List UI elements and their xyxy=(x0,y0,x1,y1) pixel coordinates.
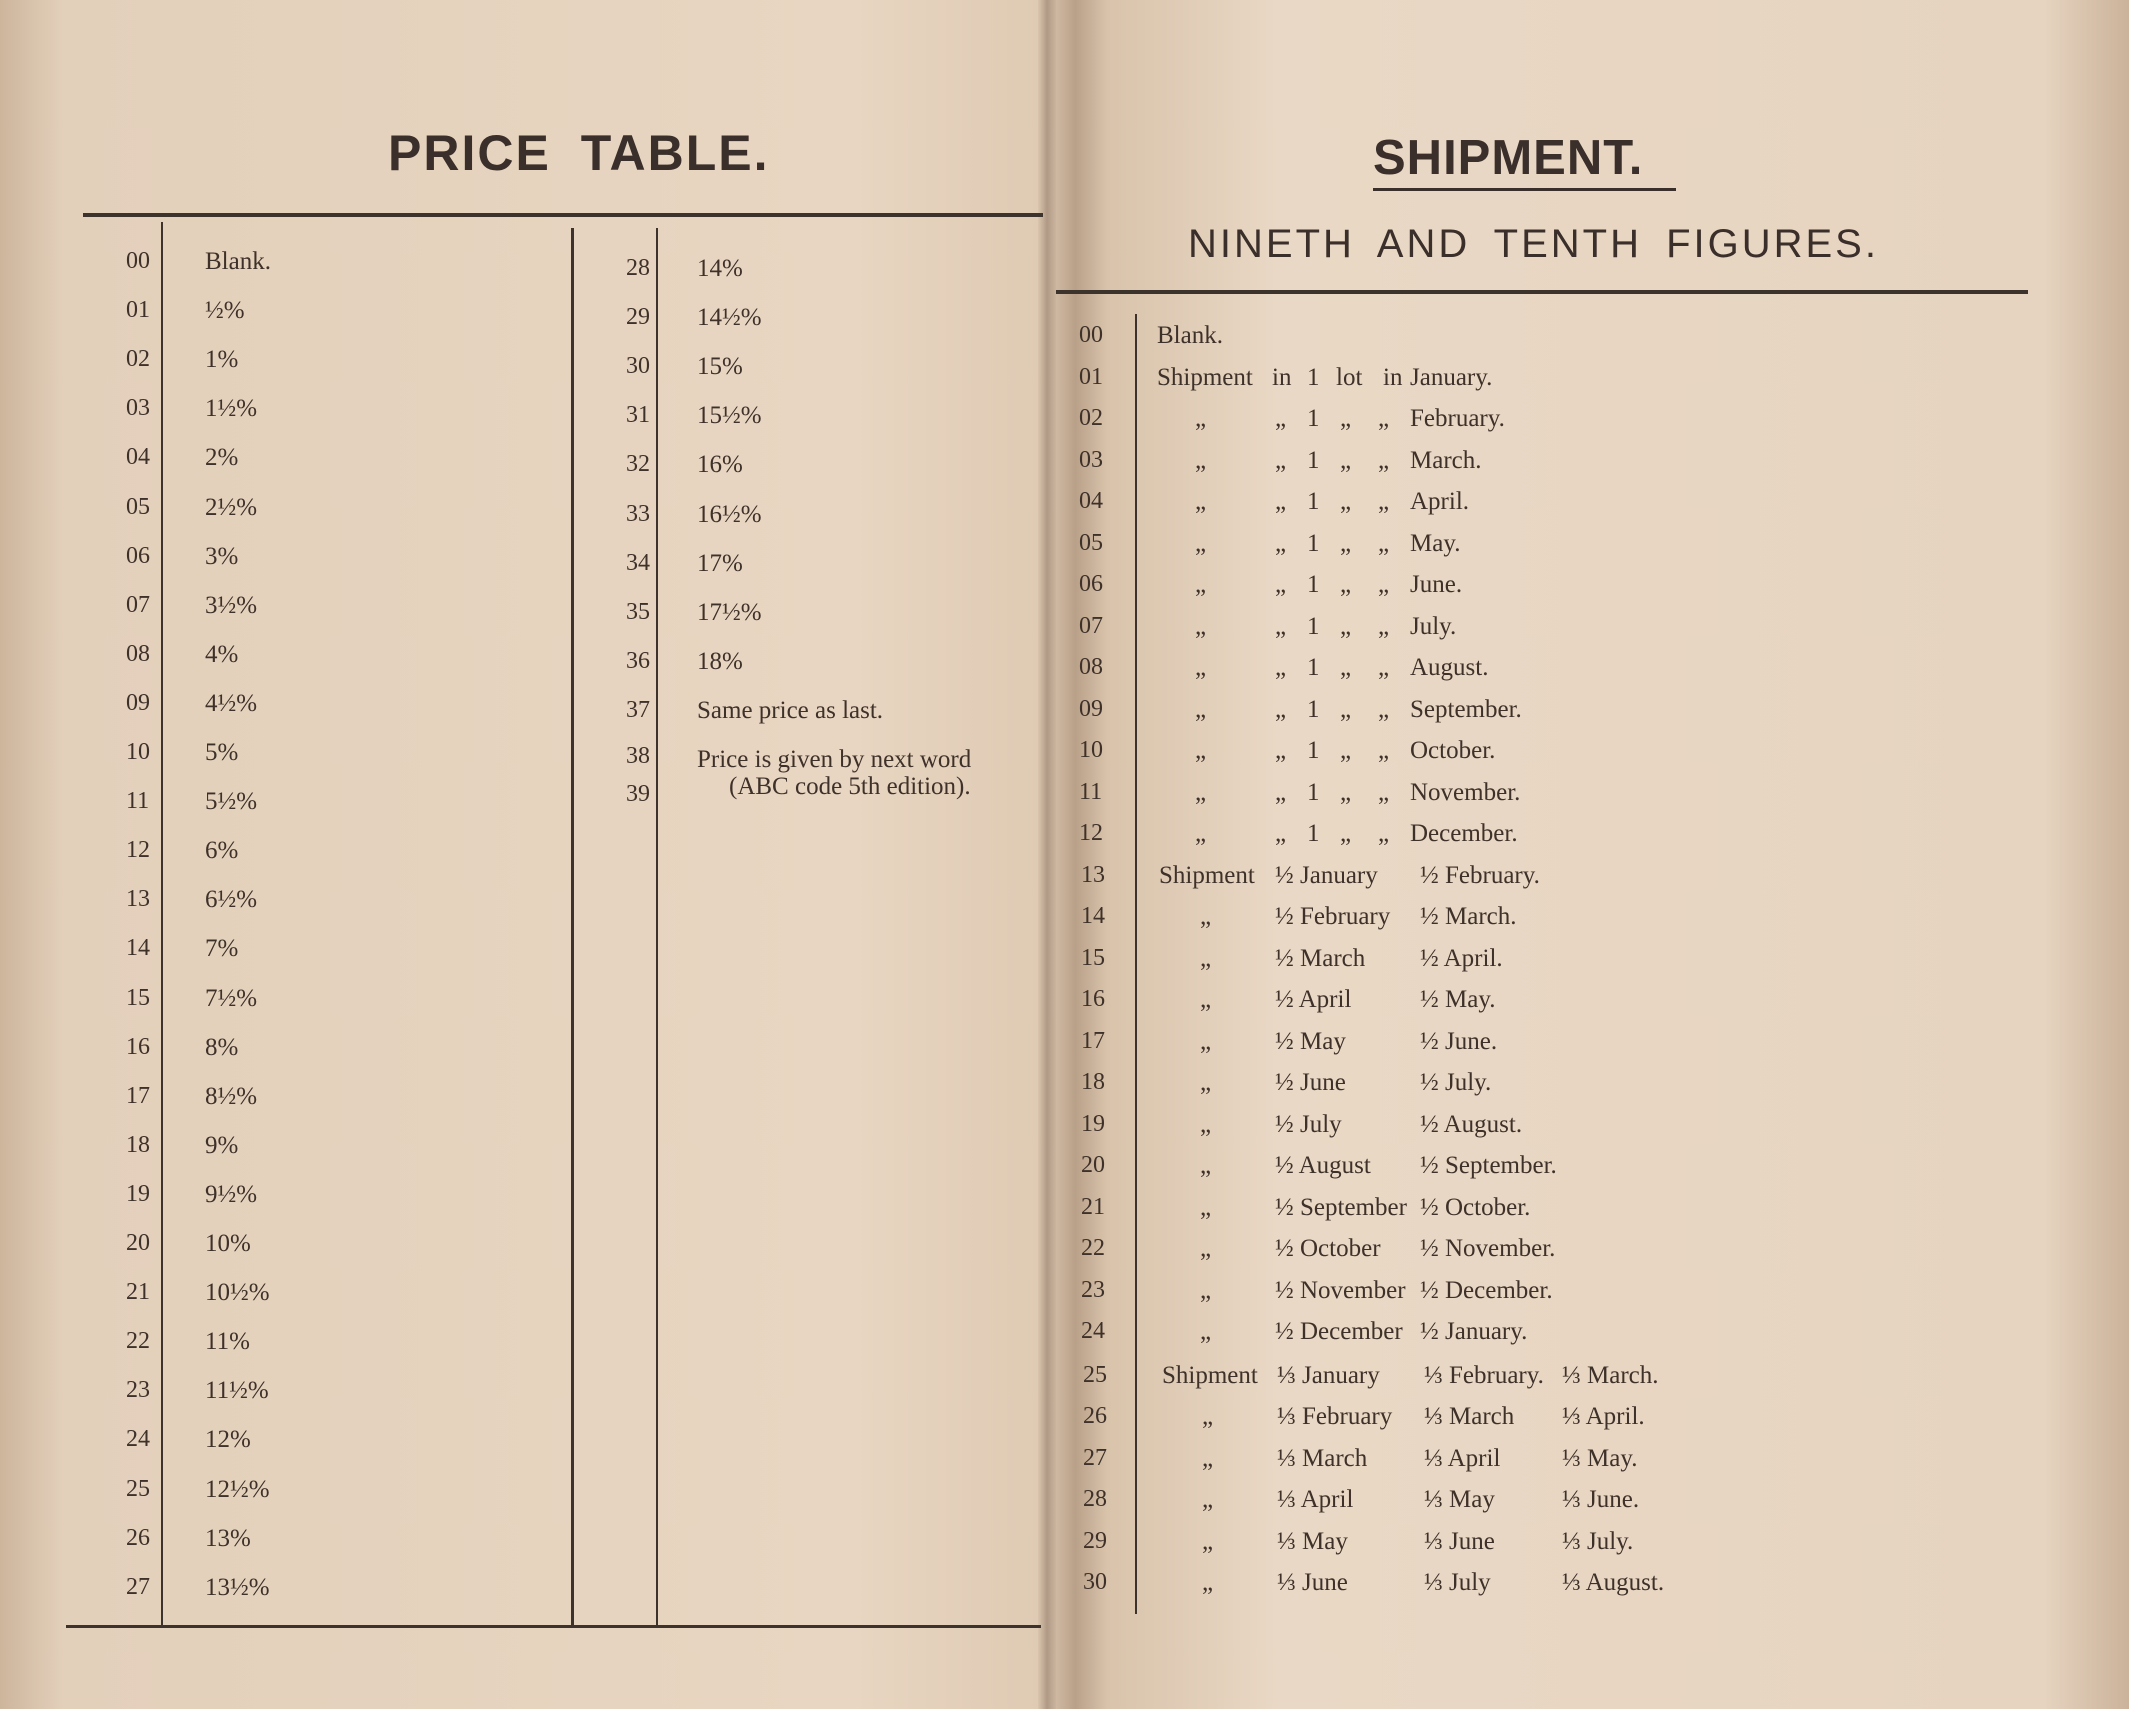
price-value: 7½% xyxy=(205,984,258,1012)
shipment-text: „ xyxy=(1195,529,1207,557)
shipment-text: 1 xyxy=(1307,446,1320,474)
shipment-text: „ xyxy=(1275,654,1287,681)
shipment-text: ½ January xyxy=(1275,861,1378,889)
price-code: 25 xyxy=(126,1475,150,1502)
shipment-code: 16 xyxy=(1081,986,1105,1012)
price-value: 15% xyxy=(697,353,743,381)
price-code: 23 xyxy=(126,1377,150,1404)
price-code: 36 xyxy=(626,647,650,674)
shipment-text: September. xyxy=(1410,695,1522,723)
shipment-code: 03 xyxy=(1079,446,1103,473)
shipment-code: 01 xyxy=(1079,363,1103,390)
price-value: 6% xyxy=(205,837,239,865)
price-value: 3½% xyxy=(205,591,258,619)
price-table-title: PRICE TABLE. xyxy=(388,125,770,181)
price-value: Blank. xyxy=(205,248,271,275)
price-value: 11½% xyxy=(205,1377,269,1405)
price-code: 11 xyxy=(126,788,150,815)
shipment-text: „ xyxy=(1275,446,1287,474)
price-value: ½% xyxy=(205,297,245,325)
shipment-text: „ xyxy=(1340,778,1352,806)
shipment-text: „ xyxy=(1195,571,1207,598)
shipment-code: 24 xyxy=(1081,1318,1105,1344)
shipment-text: „ xyxy=(1340,654,1352,681)
shipment-text: ½ August. xyxy=(1420,1110,1523,1138)
shipment-text: „ xyxy=(1200,1235,1212,1262)
shipment-text: ½ December. xyxy=(1420,1276,1553,1304)
shipment-text: „ xyxy=(1195,405,1207,432)
shipment-text: 1 xyxy=(1307,778,1320,806)
shipment-title-underline xyxy=(1373,188,1676,191)
shipment-text: ½ May xyxy=(1275,1027,1346,1055)
price-value: 4½% xyxy=(205,689,258,717)
shipment-text: „ xyxy=(1378,529,1390,557)
shipment-text: January. xyxy=(1410,363,1493,391)
shipment-text: ½ May. xyxy=(1420,986,1496,1013)
shipment-text: „ xyxy=(1195,778,1207,806)
price-value: 10% xyxy=(205,1230,251,1257)
shipment-text: ⅓ August. xyxy=(1562,1569,1665,1596)
shipment-text: ½ February. xyxy=(1420,861,1540,889)
shipment-code: 15 xyxy=(1081,944,1105,971)
price-code: 04 xyxy=(126,444,150,471)
price-code: 37 xyxy=(626,696,650,723)
shipment-text: 1 xyxy=(1307,654,1320,681)
shipment-text: „ xyxy=(1195,737,1207,764)
shipment-text: ⅓ January xyxy=(1277,1361,1380,1389)
shipment-code: 19 xyxy=(1081,1110,1105,1137)
shipment-text: 1 xyxy=(1307,612,1320,640)
shipment-text: ½ June xyxy=(1275,1069,1346,1096)
price-code: 18 xyxy=(126,1131,150,1158)
price-value: 2½% xyxy=(205,493,258,521)
shipment-text: ½ September. xyxy=(1420,1152,1557,1179)
shipment-code: 00 xyxy=(1079,322,1103,348)
shipment-text: „ xyxy=(1340,405,1352,432)
shipment-text: March. xyxy=(1410,446,1482,474)
shipment-text: „ xyxy=(1340,529,1352,557)
price-value: 9% xyxy=(205,1131,239,1159)
price-value: 8% xyxy=(205,1033,239,1061)
shipment-text: „ xyxy=(1378,778,1390,806)
shipment-text: „ xyxy=(1195,695,1207,723)
shipment-code: 26 xyxy=(1083,1403,1107,1429)
shipment-text: ½ July xyxy=(1275,1110,1342,1138)
shipment-text: ½ March xyxy=(1275,944,1366,972)
shipment-text: ⅓ February. xyxy=(1424,1361,1544,1389)
shipment-title: SHIPMENT. xyxy=(1373,131,1644,185)
shipment-text: „ xyxy=(1275,488,1287,515)
left-page xyxy=(0,0,1045,1709)
left-bottom-rule xyxy=(66,1625,1041,1628)
shipment-text: ⅓ February xyxy=(1277,1403,1393,1430)
shipment-text: ⅓ March xyxy=(1277,1444,1368,1472)
shipment-code: 25 xyxy=(1083,1361,1107,1388)
shipment-text: „ xyxy=(1202,1403,1214,1430)
shipment-text: „ xyxy=(1200,1318,1212,1345)
shipment-text: December. xyxy=(1410,820,1518,847)
shipment-text: ½ December xyxy=(1275,1318,1403,1345)
shipment-text: „ xyxy=(1275,405,1287,432)
shipment-text: ⅓ May xyxy=(1277,1527,1348,1555)
price-value: 2% xyxy=(205,444,239,472)
price-code: 02 xyxy=(126,346,150,373)
shipment-code: 05 xyxy=(1079,529,1103,556)
price-code: 33 xyxy=(626,500,650,527)
price-code: 24 xyxy=(126,1426,150,1453)
price-value: 1% xyxy=(205,346,239,374)
price-code: 29 xyxy=(626,304,650,331)
price-code: 05 xyxy=(126,493,150,520)
price-value: 12% xyxy=(205,1426,251,1454)
shipment-text: ½ March. xyxy=(1420,903,1517,930)
shipment-text: „ xyxy=(1378,654,1390,681)
price-code: 03 xyxy=(126,395,150,422)
price-code: 19 xyxy=(126,1180,150,1207)
left-col1-divider xyxy=(161,222,163,1627)
shipment-text: „ xyxy=(1275,820,1287,847)
price-code: 12 xyxy=(126,837,150,864)
shipment-code: 14 xyxy=(1081,903,1105,929)
shipment-text: Blank. xyxy=(1157,322,1223,349)
shipment-text: ⅓ July. xyxy=(1562,1527,1634,1555)
shipment-text: „ xyxy=(1275,778,1287,806)
left-top-rule xyxy=(83,213,1043,217)
shipment-text: „ xyxy=(1378,737,1390,764)
shipment-code: 29 xyxy=(1083,1527,1107,1554)
price-value: 13% xyxy=(205,1524,251,1552)
shipment-text: ½ November. xyxy=(1420,1235,1556,1262)
shipment-text: in xyxy=(1272,363,1292,391)
shipment-code: 27 xyxy=(1083,1444,1107,1471)
shipment-code: 18 xyxy=(1081,1069,1105,1095)
price-code: 00 xyxy=(126,248,150,274)
shipment-code: 02 xyxy=(1079,405,1103,431)
shipment-code: 09 xyxy=(1079,695,1103,722)
shipment-text: ⅓ April xyxy=(1424,1444,1501,1472)
shipment-text: „ xyxy=(1195,654,1207,681)
shipment-text: 1 xyxy=(1307,529,1320,557)
price-value: 18% xyxy=(697,647,743,675)
price-code: 15 xyxy=(126,984,150,1011)
price-code: 35 xyxy=(626,598,650,625)
price-code: 22 xyxy=(126,1328,150,1355)
shipment-code: 30 xyxy=(1083,1569,1107,1595)
shipment-text: „ xyxy=(1202,1569,1214,1596)
shipment-text: ⅓ April xyxy=(1277,1486,1354,1513)
shipment-text: 1 xyxy=(1307,363,1320,391)
shipment-text: 1 xyxy=(1307,571,1320,598)
shipment-text: October. xyxy=(1410,737,1496,764)
shipment-text: ½ October. xyxy=(1420,1193,1531,1221)
left-col2-divider xyxy=(656,228,658,1628)
shipment-code: 23 xyxy=(1081,1276,1105,1303)
price-value: 14½% xyxy=(697,304,762,332)
price-value: 6½% xyxy=(205,886,258,914)
shipment-text: ½ January. xyxy=(1420,1318,1528,1345)
price-code: 34 xyxy=(626,549,650,576)
shipment-text: ½ August xyxy=(1275,1152,1371,1179)
shipment-text: ½ November xyxy=(1275,1276,1406,1304)
shipment-text: „ xyxy=(1275,737,1287,764)
price-code: 17 xyxy=(126,1082,150,1109)
shipment-text: April. xyxy=(1410,488,1470,515)
shipment-text: ⅓ June. xyxy=(1562,1486,1640,1513)
price-code: 20 xyxy=(126,1230,150,1256)
price-code: 21 xyxy=(126,1279,150,1306)
shipment-text: „ xyxy=(1340,737,1352,764)
left-center-divider xyxy=(571,228,574,1628)
price-code: 08 xyxy=(126,640,150,667)
shipment-text: „ xyxy=(1195,820,1207,847)
price-value: (ABC code 5th edition). xyxy=(729,773,971,801)
price-code: 31 xyxy=(626,402,650,429)
price-code: 26 xyxy=(126,1524,150,1551)
price-value: 17% xyxy=(697,549,743,577)
shipment-text: ⅓ March. xyxy=(1562,1361,1659,1389)
shipment-text: „ xyxy=(1340,695,1352,723)
shipment-text: „ xyxy=(1200,1152,1212,1179)
price-value: 5½% xyxy=(205,788,258,816)
shipment-text: „ xyxy=(1340,612,1352,640)
price-code: 39 xyxy=(626,781,650,808)
shipment-code: 21 xyxy=(1081,1193,1105,1220)
price-code: 14 xyxy=(126,935,150,962)
price-value: 13½% xyxy=(205,1573,270,1601)
shipment-text: „ xyxy=(1340,820,1352,847)
price-code: 06 xyxy=(126,542,150,569)
price-value: Price is given by next word xyxy=(697,746,972,773)
price-value: 1½% xyxy=(205,395,258,423)
shipment-text: in xyxy=(1383,363,1403,391)
shipment-text: lot xyxy=(1336,363,1363,391)
price-value: Same price as last. xyxy=(697,696,884,724)
price-value: 4% xyxy=(205,640,239,668)
shipment-text: „ xyxy=(1275,612,1287,640)
price-code: 28 xyxy=(626,255,650,281)
shipment-code: 06 xyxy=(1079,571,1103,597)
price-code: 38 xyxy=(626,743,650,769)
price-value: 16% xyxy=(697,451,743,479)
shipment-subtitle: NINETH AND TENTH FIGURES. xyxy=(1188,222,1879,266)
price-value: 15½% xyxy=(697,402,762,430)
shipment-text: „ xyxy=(1378,820,1390,847)
price-value: 16½% xyxy=(697,500,762,528)
shipment-text: „ xyxy=(1200,1027,1212,1055)
shipment-text: „ xyxy=(1200,903,1212,930)
shipment-text: „ xyxy=(1378,695,1390,723)
shipment-text: „ xyxy=(1200,986,1212,1013)
shipment-text: „ xyxy=(1378,612,1390,640)
price-code: 30 xyxy=(626,353,650,380)
shipment-text: „ xyxy=(1378,405,1390,432)
shipment-text: ½ April. xyxy=(1420,944,1503,972)
shipment-text: „ xyxy=(1195,446,1207,474)
shipment-text: November. xyxy=(1410,778,1521,806)
shipment-code: 10 xyxy=(1079,737,1103,763)
shipment-text: Shipment xyxy=(1159,861,1255,889)
shipment-code: 07 xyxy=(1079,612,1103,639)
price-value: 17½% xyxy=(697,598,762,626)
shipment-text: „ xyxy=(1200,1110,1212,1138)
price-code: 32 xyxy=(626,451,650,478)
price-value: 12½% xyxy=(205,1475,270,1503)
shipment-text: ⅓ July xyxy=(1424,1569,1491,1596)
shipment-text: ½ June. xyxy=(1420,1027,1498,1055)
shipment-text: 1 xyxy=(1307,405,1320,432)
price-value: 11% xyxy=(205,1328,250,1356)
shipment-text: August. xyxy=(1410,654,1489,681)
shipment-text: „ xyxy=(1202,1444,1214,1472)
right-col-divider xyxy=(1135,314,1137,1614)
shipment-text: „ xyxy=(1200,1069,1212,1096)
shipment-code: 08 xyxy=(1079,654,1103,680)
price-value: 14% xyxy=(697,255,743,282)
shipment-text: July. xyxy=(1410,612,1457,640)
right-top-rule xyxy=(1056,290,2028,294)
shipment-text: „ xyxy=(1340,446,1352,474)
shipment-code: 12 xyxy=(1079,820,1103,846)
price-value: 5% xyxy=(205,739,239,766)
shipment-text: „ xyxy=(1200,1193,1212,1221)
shipment-text: „ xyxy=(1275,529,1287,557)
shipment-code: 13 xyxy=(1081,861,1105,888)
shipment-text: „ xyxy=(1378,446,1390,474)
shipment-text: „ xyxy=(1378,488,1390,515)
shipment-code: 22 xyxy=(1081,1235,1105,1261)
shipment-text: February. xyxy=(1410,405,1505,432)
shipment-text: Shipment xyxy=(1157,363,1253,391)
price-value: 7% xyxy=(205,935,239,963)
shipment-code: 04 xyxy=(1079,488,1103,514)
shipment-text: ½ July. xyxy=(1420,1069,1492,1096)
shipment-text: „ xyxy=(1340,488,1352,515)
price-code: 13 xyxy=(126,886,150,913)
shipment-text: ½ October xyxy=(1275,1235,1381,1262)
shipment-text: ½ September xyxy=(1275,1193,1407,1221)
shipment-text: „ xyxy=(1340,571,1352,598)
shipment-text: ½ February xyxy=(1275,903,1391,930)
price-value: 10½% xyxy=(205,1279,270,1307)
shipment-text: „ xyxy=(1275,571,1287,598)
shipment-text: ½ April xyxy=(1275,986,1352,1013)
shipment-text: „ xyxy=(1275,695,1287,723)
shipment-text: ⅓ June xyxy=(1424,1527,1495,1555)
shipment-text: „ xyxy=(1195,488,1207,515)
shipment-code: 11 xyxy=(1079,778,1103,805)
shipment-text: „ xyxy=(1195,612,1207,640)
price-value: 8½% xyxy=(205,1082,258,1110)
price-code: 01 xyxy=(126,297,150,324)
shipment-code: 17 xyxy=(1081,1027,1105,1054)
shipment-code: 28 xyxy=(1083,1486,1107,1512)
price-code: 27 xyxy=(126,1573,150,1600)
shipment-text: May. xyxy=(1410,529,1461,557)
shipment-text: ⅓ May xyxy=(1424,1486,1495,1513)
shipment-text: „ xyxy=(1200,944,1212,972)
shipment-code: 20 xyxy=(1081,1152,1105,1178)
shipment-text: „ xyxy=(1200,1276,1212,1304)
price-value: 3% xyxy=(205,542,239,570)
shipment-text: 1 xyxy=(1307,695,1320,723)
price-code: 10 xyxy=(126,739,150,765)
shipment-text: Shipment xyxy=(1162,1361,1258,1389)
shipment-text: ⅓ March xyxy=(1424,1403,1515,1430)
shipment-text: „ xyxy=(1378,571,1390,598)
price-code: 07 xyxy=(126,591,150,618)
shipment-text: ⅓ June xyxy=(1277,1569,1348,1596)
shipment-text: ⅓ May. xyxy=(1562,1444,1638,1472)
price-code: 16 xyxy=(126,1033,150,1060)
shipment-text: 1 xyxy=(1307,820,1320,847)
price-code: 09 xyxy=(126,689,150,716)
shipment-text: „ xyxy=(1202,1527,1214,1555)
shipment-text: June. xyxy=(1410,571,1463,598)
shipment-text: „ xyxy=(1202,1486,1214,1513)
shipment-text: 1 xyxy=(1307,488,1320,515)
shipment-text: ⅓ April. xyxy=(1562,1403,1645,1430)
price-value: 9½% xyxy=(205,1180,258,1208)
shipment-text: 1 xyxy=(1307,737,1320,764)
